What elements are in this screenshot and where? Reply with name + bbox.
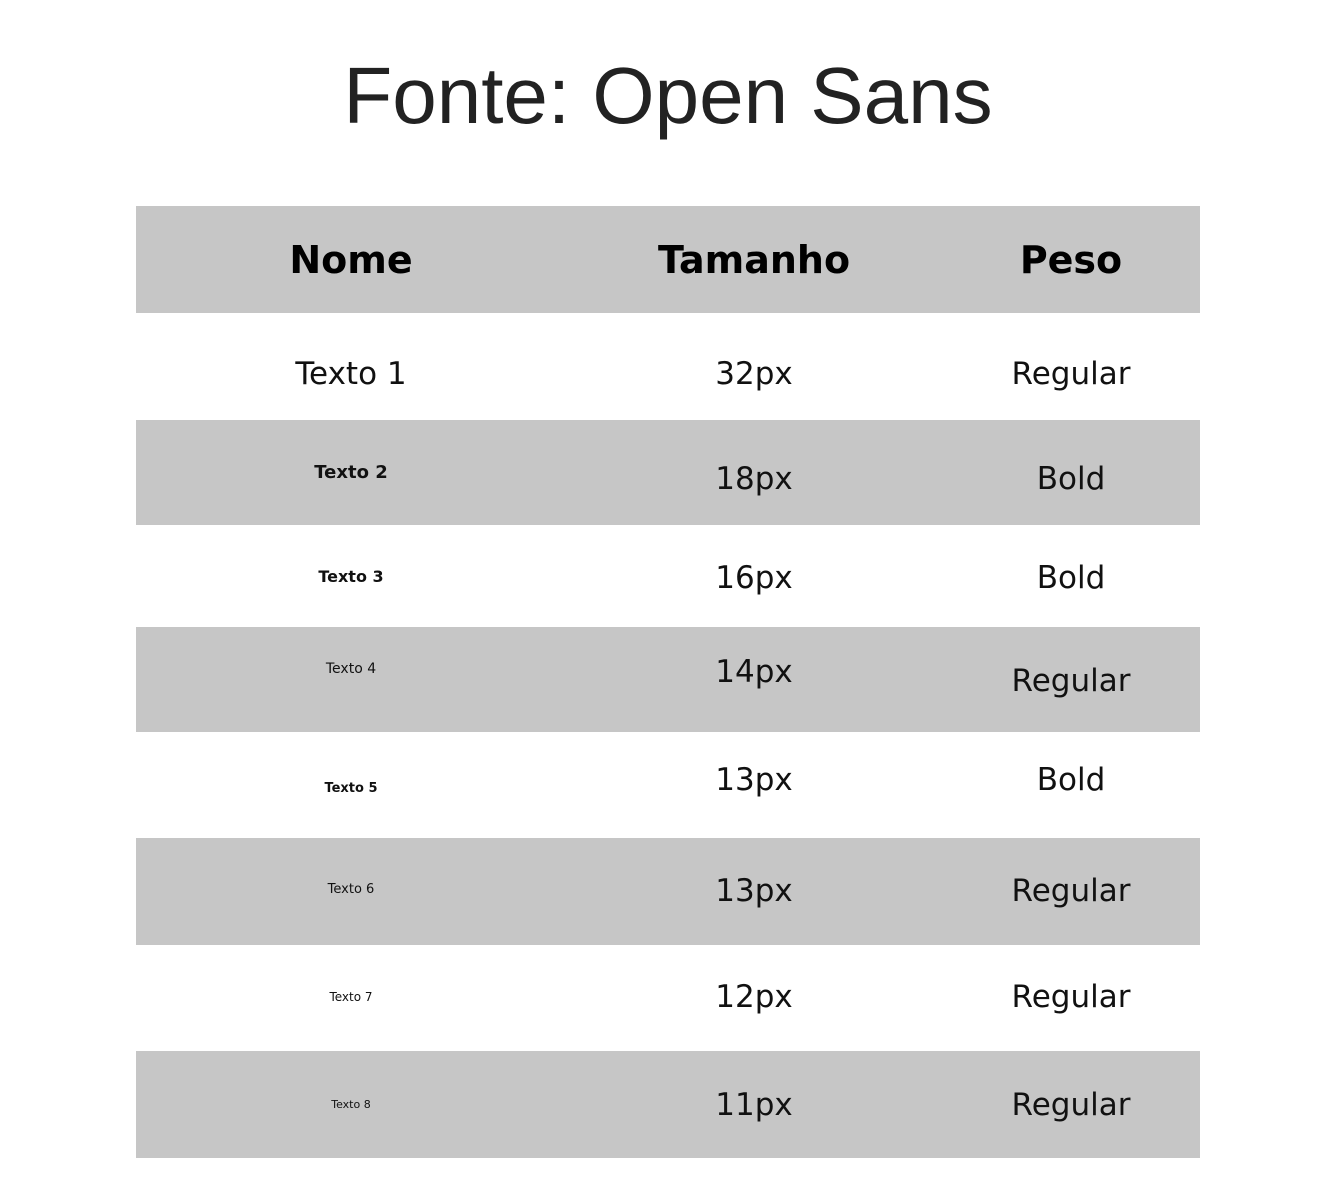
cell-nome: Texto 2 [314, 462, 388, 483]
font-table [136, 206, 1200, 1158]
cell-peso: Regular [1011, 1086, 1131, 1123]
table-row [136, 313, 1200, 420]
cell-nome: Texto 8 [331, 1098, 371, 1111]
cell-tamanho: 32px [715, 355, 793, 392]
cell-nome: Texto 7 [329, 990, 373, 1004]
column-header-nome: Nome [289, 237, 413, 282]
cell-tamanho: 14px [715, 653, 793, 690]
cell-tamanho: 13px [715, 762, 793, 798]
cell-nome: Texto 4 [325, 660, 377, 677]
table-row [136, 420, 1200, 525]
cell-peso: Regular [1011, 979, 1131, 1015]
cell-peso: Bold [1036, 460, 1106, 497]
cell-tamanho: 12px [715, 979, 793, 1015]
cell-nome: Texto 5 [324, 780, 378, 796]
cell-peso: Regular [1011, 662, 1131, 699]
table-row [136, 732, 1200, 838]
cell-nome: Texto 3 [318, 566, 384, 586]
page-title: Fonte: Open Sans [343, 51, 993, 140]
cell-peso: Regular [1011, 355, 1131, 392]
cell-peso: Bold [1036, 762, 1106, 798]
cell-tamanho: 13px [715, 872, 793, 909]
table-header-row [136, 206, 1200, 313]
cell-tamanho: 16px [715, 560, 793, 596]
table-row [136, 525, 1200, 627]
cell-peso: Regular [1011, 872, 1131, 909]
table-row [136, 627, 1200, 732]
table-row [136, 1051, 1200, 1158]
column-header-tamanho: Tamanho [657, 237, 851, 282]
cell-nome: Texto 6 [327, 882, 375, 897]
cell-tamanho: 18px [715, 460, 793, 497]
table-row [136, 838, 1200, 945]
cell-tamanho: 11px [715, 1086, 793, 1123]
table-row [136, 945, 1200, 1051]
column-header-peso: Peso [1019, 237, 1123, 282]
cell-nome: Texto 1 [295, 355, 407, 392]
cell-peso: Bold [1036, 560, 1106, 596]
